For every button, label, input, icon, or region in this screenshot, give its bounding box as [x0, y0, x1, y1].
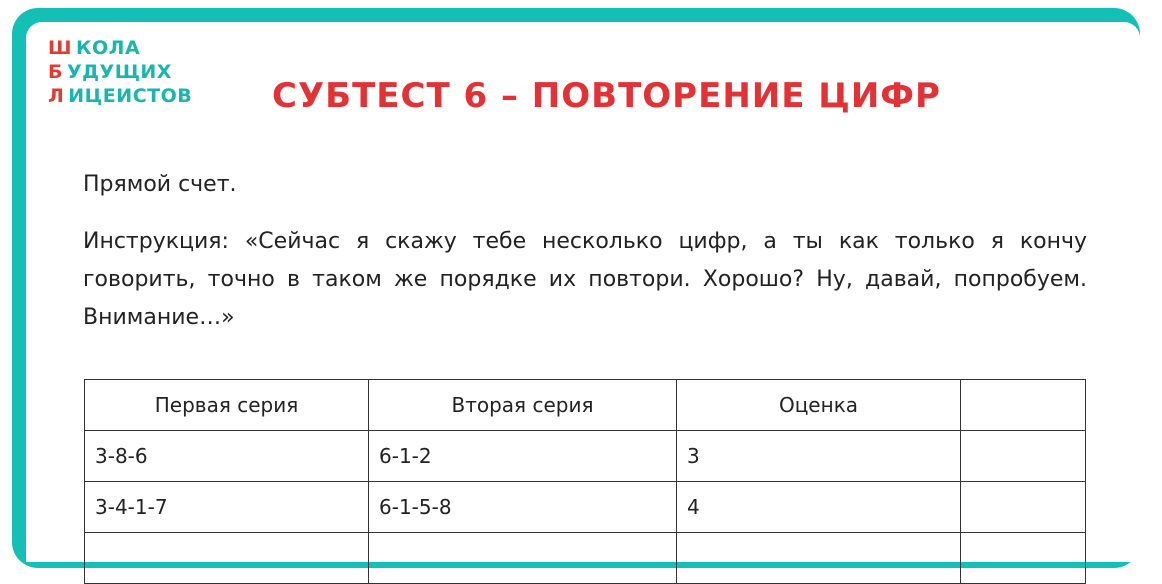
- table-header-row: [85, 380, 1086, 431]
- table-cell: [369, 533, 677, 584]
- table-cell: 3: [677, 431, 961, 482]
- logo-initial: Б: [48, 61, 63, 83]
- logo-line: [48, 60, 192, 84]
- table-cell: [677, 533, 961, 584]
- logo-line: [48, 84, 192, 108]
- column-header: Первая серия: [85, 380, 369, 431]
- instruction-text: Инструкция: «Сейчас я скажу тебе несколько цифр, а ты как только я кончу говорить, точно в таком же порядке их повтори. Хорошо? Ну, давай, попробуем. Внимание…»: [83, 229, 1087, 330]
- table-cell: 3-4-1-7: [85, 482, 369, 533]
- table-cell: [961, 482, 1086, 533]
- table-cell: [961, 431, 1086, 482]
- table-cell: 4: [677, 482, 961, 533]
- table-row: [85, 431, 1086, 482]
- table-cell: [85, 533, 369, 584]
- logo-initial: Ш: [48, 37, 72, 59]
- table-row: [85, 482, 1086, 533]
- table-cell: 3-8-6: [85, 431, 369, 482]
- logo-word: ИЦЕИСТОВ: [68, 85, 193, 107]
- logo-word: УДУЩИХ: [66, 61, 172, 83]
- column-header: [961, 380, 1086, 431]
- logo-initial: Л: [48, 85, 65, 107]
- score-table: [84, 379, 1086, 584]
- page-title: СУБТЕСТ 6 – ПОВТОРЕНИЕ ЦИФР: [272, 76, 941, 116]
- intro-text: Прямой счет.: [83, 172, 237, 197]
- logo-word: КОЛА: [75, 37, 141, 59]
- column-header: Оценка: [677, 380, 961, 431]
- table-cell: [961, 533, 1086, 584]
- table-cell: 6-1-5-8: [369, 482, 677, 533]
- column-header: Вторая серия: [369, 380, 677, 431]
- table-row: [85, 533, 1086, 584]
- table-cell: 6-1-2: [369, 431, 677, 482]
- logo-line: [48, 36, 192, 60]
- school-logo: [48, 36, 192, 108]
